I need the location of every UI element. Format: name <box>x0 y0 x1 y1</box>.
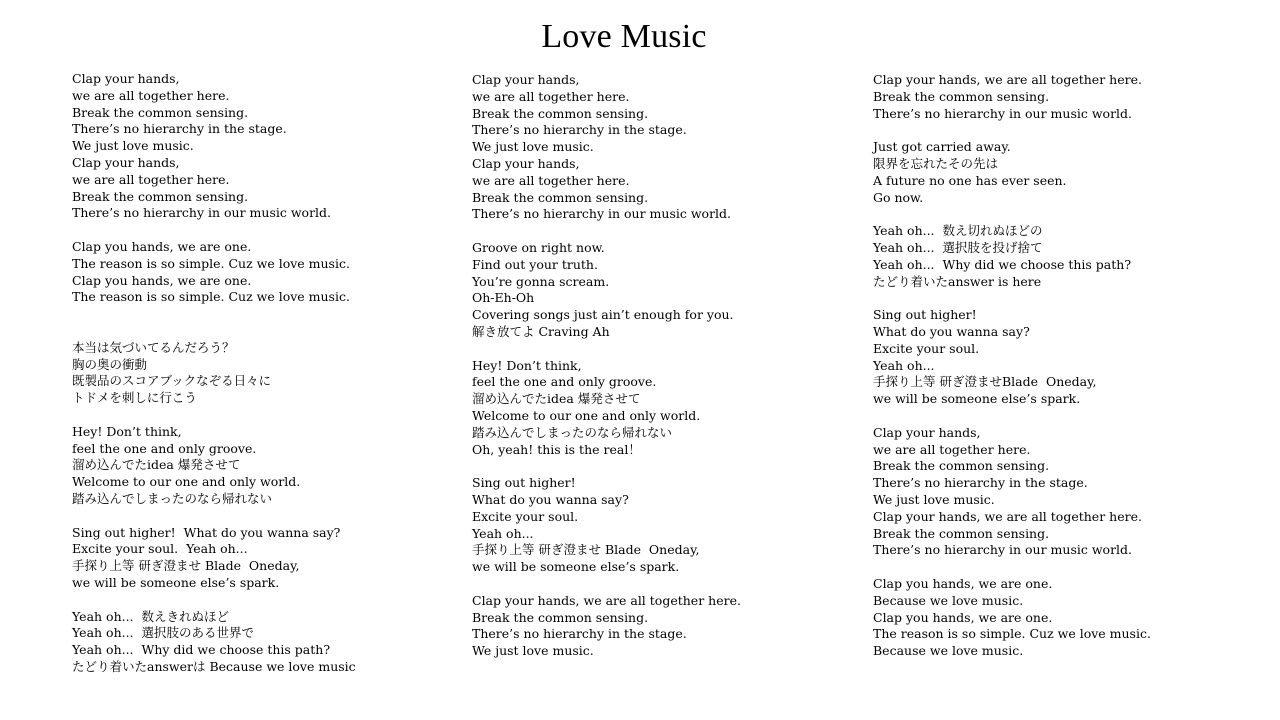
lyric-line: Hey! Don’t think, <box>472 357 582 373</box>
lyric-line: 踏み込んでしまったのなら帰れない <box>472 424 673 440</box>
lyric-line: 踏み込んでしまったのなら帰れない <box>72 490 273 506</box>
lyric-stanza <box>873 307 1151 408</box>
lyric-line: Break the common sensing. <box>72 188 249 204</box>
lyric-line: Break the common sensing. <box>472 105 649 121</box>
lyric-line: Sing out higher! <box>873 307 977 323</box>
lyric-stanza <box>873 425 1151 559</box>
lyric-line: Yeah oh... <box>472 525 534 541</box>
lyrics-column-1 <box>72 71 356 692</box>
lyric-line: feel the one and only groove. <box>472 374 657 390</box>
lyric-line: We just love music. <box>472 139 594 155</box>
lyric-line: There’s no hierarchy in the stage. <box>472 626 687 642</box>
lyric-line: There’s no hierarchy in our music world. <box>873 542 1133 558</box>
lyric-line: Break the common sensing. <box>72 104 249 120</box>
lyric-line: feel the one and only groove. <box>72 440 257 456</box>
lyric-line: Oh, yeah! this is the real！ <box>472 441 641 457</box>
lyric-line: The reason is so simple. Cuz we love music. <box>72 255 350 271</box>
lyric-line: トドメを刺しに行こう <box>72 390 197 406</box>
lyric-stanza <box>472 240 741 341</box>
lyric-line: What do you wanna say? <box>472 491 629 507</box>
lyrics-column-2 <box>472 72 741 677</box>
lyric-line: There’s no hierarchy in our music world. <box>873 105 1133 121</box>
lyric-stanza <box>72 340 356 407</box>
lyric-line: Clap you hands, we are one. <box>72 272 252 288</box>
lyric-line: Break the common sensing. <box>472 189 649 205</box>
lyric-line: A future no one has ever seen. <box>873 172 1067 188</box>
lyric-line: Clap your hands, <box>472 155 580 171</box>
lyric-line: Clap your hands, we are all together here. <box>873 72 1142 87</box>
lyric-line: Excite your soul. <box>472 508 579 524</box>
lyric-line: Yeah oh... 数えきれぬほど <box>72 608 229 624</box>
lyric-line: Excite your soul. Yeah oh... <box>72 541 248 557</box>
lyric-stanza <box>72 525 356 592</box>
lyric-line: Find out your truth. <box>472 256 598 272</box>
lyric-line: we are all together here. <box>873 441 1031 457</box>
lyrics-column-3 <box>873 72 1151 677</box>
lyric-line: we are all together here. <box>72 87 230 103</box>
lyric-line: Clap your hands, we are all together here. <box>873 508 1142 524</box>
lyric-stanza <box>873 223 1151 290</box>
lyric-line: Yeah oh... <box>873 357 935 373</box>
lyric-line: Yeah oh... 数え切れぬほどの <box>873 223 1043 239</box>
lyric-line: Break the common sensing. <box>873 525 1050 541</box>
lyric-line: We just love music. <box>72 138 194 154</box>
lyric-stanza <box>873 139 1151 206</box>
lyric-line: Because we love music. <box>873 643 1024 659</box>
lyric-stanza <box>873 576 1151 660</box>
lyric-stanza <box>472 593 741 660</box>
lyric-line: Clap you hands, we are one. <box>72 238 252 254</box>
lyric-line: we will be someone else’s spark. <box>472 559 680 575</box>
lyric-line: 手探り上等 研ぎ澄ませBlade Oneday, <box>873 374 1097 390</box>
lyric-stanza <box>873 72 1151 122</box>
lyric-stanza <box>72 424 356 508</box>
lyric-line: 手探り上等 研ぎ澄ませ Blade Oneday, <box>72 558 300 574</box>
lyric-line: we are all together here. <box>72 171 230 187</box>
lyric-line: Clap your hands, <box>72 71 180 86</box>
lyric-line: We just love music. <box>873 491 995 507</box>
lyric-line: 解き放てよ Craving Ah <box>472 323 610 339</box>
lyric-stanza <box>472 475 741 576</box>
lyric-line: Excite your soul. <box>873 340 980 356</box>
lyric-stanza <box>72 609 356 676</box>
lyric-line: we are all together here. <box>472 88 630 104</box>
lyric-line: Break the common sensing. <box>873 88 1050 104</box>
lyric-line: たどり着いたanswerは Because we love music <box>72 658 356 674</box>
lyric-line: Yeah oh... 選択肢を投げ捨て <box>873 239 1043 255</box>
lyric-line: Clap you hands, we are one. <box>873 609 1053 625</box>
lyric-line: Because we love music. <box>873 592 1024 608</box>
page-title: Love Music <box>541 18 707 55</box>
lyric-line: 既製品のスコアブックなぞる日々に <box>72 373 272 389</box>
lyric-line: Clap your hands, <box>72 154 180 170</box>
lyric-line: Yeah oh... Why did we choose this path? <box>72 642 331 658</box>
lyric-stanza <box>72 239 356 306</box>
lyric-line: Just got carried away. <box>873 139 1011 155</box>
lyric-line: Hey! Don’t think, <box>72 423 182 439</box>
lyric-line: Yeah oh... 選択肢のある世界で <box>72 625 254 641</box>
lyric-line: The reason is so simple. Cuz we love music. <box>873 626 1151 642</box>
lyric-line: we will be someone else’s spark. <box>72 574 280 590</box>
lyric-line: Sing out higher! <box>472 475 576 491</box>
lyric-line: There’s no hierarchy in our music world. <box>72 205 332 221</box>
lyric-line: Clap your hands, we are all together here. <box>472 592 741 608</box>
lyric-line: There’s no hierarchy in the stage. <box>873 475 1088 491</box>
lyric-line: 手探り上等 研ぎ澄ませ Blade Oneday, <box>472 542 700 558</box>
lyric-line: There’s no hierarchy in our music world. <box>472 206 732 222</box>
lyric-line: 限界を忘れたその先は <box>873 155 999 171</box>
lyric-line: Break the common sensing. <box>472 609 649 625</box>
lyric-stanza <box>72 71 356 222</box>
lyric-line: Go now. <box>873 189 924 205</box>
lyric-line: Break the common sensing. <box>873 458 1050 474</box>
lyric-line: Clap you hands, we are one. <box>873 575 1053 591</box>
lyric-line: What do you wanna say? <box>873 323 1030 339</box>
lyric-line: たどり着いたanswer is here <box>873 273 1042 289</box>
lyric-line: You’re gonna scream. <box>472 273 610 289</box>
lyric-line: Oh-Eh-Oh <box>472 290 535 306</box>
lyric-line: 溜め込んでたidea 爆発させて <box>72 457 241 473</box>
lyric-stanza <box>472 72 741 223</box>
lyric-line: Sing out higher! What do you wanna say? <box>72 524 341 540</box>
lyric-line: we are all together here. <box>472 172 630 188</box>
lyric-line: Groove on right now. <box>472 239 605 255</box>
lyric-line: There’s no hierarchy in the stage. <box>472 122 687 138</box>
lyric-line: we will be someone else’s spark. <box>873 391 1081 407</box>
lyric-line: Welcome to our one and only world. <box>72 474 301 490</box>
lyric-line: Covering songs just ain’t enough for you. <box>472 307 734 323</box>
lyric-line: Clap your hands, <box>873 424 981 440</box>
lyric-line: There’s no hierarchy in the stage. <box>72 121 287 137</box>
lyric-line: Clap your hands, <box>472 72 580 87</box>
lyric-line: The reason is so simple. Cuz we love music. <box>72 289 350 305</box>
lyric-stanza <box>472 358 741 459</box>
lyric-line: We just love music. <box>472 643 594 659</box>
lyric-line: Welcome to our one and only world. <box>472 407 701 423</box>
lyric-line: 溜め込んでたidea 爆発させて <box>472 391 641 407</box>
lyric-line: 本当は気づいてるんだろう？ <box>72 339 235 355</box>
lyric-line: 胸の奥の衝動 <box>72 356 148 372</box>
lyric-line: Yeah oh... Why did we choose this path? <box>873 256 1132 272</box>
